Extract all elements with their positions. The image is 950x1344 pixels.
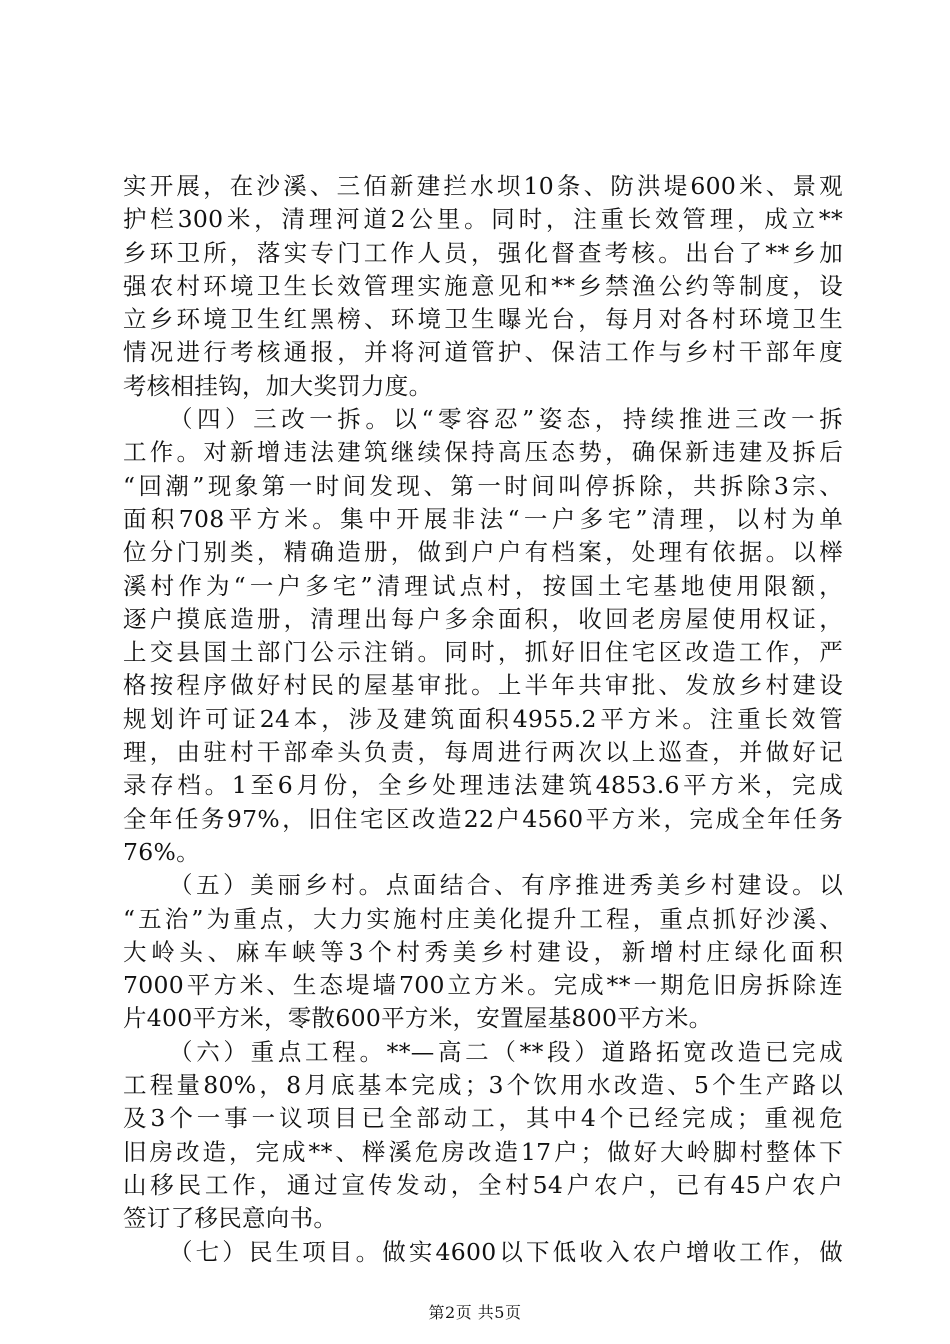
- text-line: 溪村作为“一户多宅”清理试点村，按国土宅基地使用限额，: [123, 571, 843, 600]
- text-line: 理，由驻村干部牵头负责，每周进行两次以上巡查，并做好记: [123, 738, 843, 767]
- text-line: 工作。对新增违法建筑继续保持高压态势，确保新违建及拆后: [123, 438, 843, 467]
- text-line: 旧房改造，完成**、榉溪危房改造17户；做好大岭脚村整体下: [123, 1137, 843, 1166]
- text-line: 片400平方米，零散600平方米，安置屋基800平方米。: [123, 1004, 713, 1033]
- text-line: “五治”为重点，大力实施村庄美化提升工程，重点抓好沙溪、: [123, 904, 843, 933]
- document-body: [123, 170, 843, 1269]
- section-heading-line: （五）美丽乡村。点面结合、有序推进秀美乡村建设。以: [169, 871, 843, 900]
- text-line: “回潮”现象第一时间发现、第一时间叫停拆除，共拆除3宗、: [123, 471, 843, 500]
- section-heading-line: （七）民生项目。做实4600以下低收入农户增收工作，做: [169, 1237, 843, 1266]
- text-line: 规划许可证24本，涉及建筑面积4955.2平方米。注重长效管: [123, 704, 843, 733]
- text-line: 及3个一事一议项目已全部动工，其中4个已经完成；重视危: [123, 1104, 843, 1133]
- text-line: 签订了移民意向书。: [123, 1204, 338, 1233]
- page-number-footer: 第2页 共5页: [428, 1303, 522, 1322]
- text-line: 全年任务97%，旧住宅区改造22户4560平方米，完成全年任务: [123, 804, 843, 833]
- text-line: 位分门别类，精确造册，做到户户有档案，处理有依据。以榉: [123, 538, 843, 567]
- text-line: 工程量80%，8月底基本完成；3个饮用水改造、5个生产路以: [123, 1071, 843, 1100]
- text-line: 山移民工作，通过宣传发动，全村54户农户，已有45户农户: [123, 1170, 843, 1199]
- section-heading-line: （四）三改一拆。以“零容忍”姿态，持续推进三改一拆: [169, 405, 843, 434]
- text-line: 护栏300米，清理河道2公里。同时，注重长效管理，成立**: [123, 205, 843, 234]
- section-heading-line: （六）重点工程。**—高二（**段）道路拓宽改造已完成: [169, 1037, 843, 1066]
- text-line: 大岭头、麻车峡等3个村秀美乡村建设，新增村庄绿化面积: [123, 937, 843, 966]
- text-line: 76%。: [123, 837, 200, 866]
- text-line: 上交县国土部门公示注销。同时，抓好旧住宅区改造工作，严: [123, 638, 843, 667]
- text-line: 7000平方米、生态堤墙700立方米。完成**一期危旧房拆除连: [123, 971, 843, 1000]
- text-line: 乡环卫所，落实专门工作人员，强化督查考核。出台了**乡加: [123, 238, 843, 267]
- text-line: 面积708平方米。集中开展非法“一户多宅”清理，以村为单: [123, 504, 843, 533]
- text-line: 立乡环境卫生红黑榜、环境卫生曝光台，每月对各村环境卫生: [123, 305, 843, 334]
- text-line: 实开展，在沙溪、三佰新建拦水坝10条、防洪堤600米、景观: [123, 172, 843, 200]
- text-line: 情况进行考核通报，并将河道管护、保洁工作与乡村干部年度: [123, 338, 843, 367]
- text-line: 强农村环境卫生长效管理实施意见和**乡禁渔公约等制度，设: [123, 271, 843, 300]
- text-line: 考核相挂钩，加大奖罚力度。: [123, 371, 433, 400]
- text-line: 录存档。1至6月份，全乡处理违法建筑4853.6平方米，完成: [123, 771, 843, 800]
- text-line: 逐户摸底造册，清理出每户多余面积，收回老房屋使用权证，: [123, 604, 843, 633]
- text-line: 格按程序做好村民的屋基审批。上半年共审批、发放乡村建设: [123, 671, 843, 700]
